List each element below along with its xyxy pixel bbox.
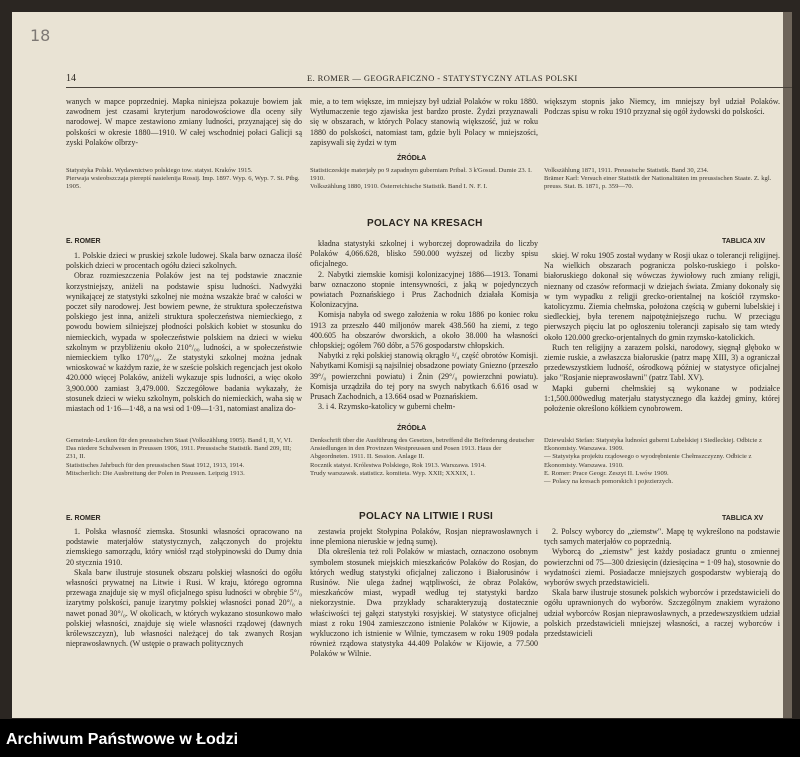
header-rule <box>66 87 792 88</box>
note-line: Mitscherlich: Die Ausbreitung der Polen in Preussen. Leipzig 1913. <box>66 469 245 477</box>
archive-banner <box>0 719 800 757</box>
section1-notes-1 <box>66 437 302 478</box>
note-line: Denkschrift über die Ausführung des Gesetzes, betreffend die Beförderung deutscher Ansiedlungen in den Provinzen Westpreussen und Posen 1913. Haus der Abgeordneten. 1911. II. Session. Anlage II. <box>310 437 535 461</box>
top-notes-1 <box>66 167 302 192</box>
note-line: Volkszählung 1871, 1911. Preussische Statistik. Band 30, 234. <box>544 167 709 174</box>
paragraph: zestawia projekt Stołypina Polaków, Rosjan nieprawosławnych i inne plemiona nieruskie w jedną sumę). <box>310 527 538 547</box>
pencil-archive-number: 18 <box>30 26 51 45</box>
note-line: Pierwaja wsieobszczaja pierepiś nasielenija Rossij. Imp. 1897. Wyp. 6, Wyp. 7. St. Ptbg. 1905. <box>66 175 300 191</box>
running-header: E. ROMER — GEOGRAFICZNO - STATYSTYCZNY ATLAS POLSKI <box>307 73 578 83</box>
section2-column-3 <box>544 527 780 639</box>
section1-source-label: ŹRÓDŁA <box>397 425 427 432</box>
section2-plate: TABLICA XV <box>722 515 764 522</box>
top-column-1: wanych w mapce poprzedniej. Mapka niniejsza pokazuje bowiem jak zawodnem jest czasami kryterjum narodowościowe dla oceny siły narodowej. W mapce zestawiono zmiany ludności, przyznającej się do polskości w okresie 1880—1910. W całej wschodniej połaci Galicji są zyski Polaków olbrzy- <box>66 97 302 147</box>
paragraph: 1. Polska własność ziemska. Stosunki własności opracowano na podstawie materjałów statystycznych, załączonych do projektu ziemskiego samorządu, który wniósł rząd stołypinowski do Dumy dnia 20 stycznia 1910. <box>66 527 302 567</box>
section1-column-2 <box>310 239 538 412</box>
note-line: Trudy warszawsk. statisticz. komiteta. Wyp. XXII; XXXIX, 1. <box>310 469 475 477</box>
paragraph: kładna statystyki szkolnej i wyborczej doprowadziła do liczby Polaków 4,066.628, blisko 590.000 wyższej od liczby spisu oficjalnego. <box>310 239 538 269</box>
page-edge-shadow <box>783 12 792 718</box>
document-page <box>12 12 792 718</box>
section1-plate: TABLICA XIV <box>722 238 766 245</box>
note-line: Statistisches Jahrbuch für den preussischen Staat 1912, 1913, 1914. <box>66 461 245 469</box>
section1-notes-2 <box>310 437 538 478</box>
note-line: Statisticzeskije materjały po 9 zapadnym guberniam Pribał. 3 k'Gosud. Dumie 23. I. 1910. <box>310 167 532 183</box>
paragraph: Ruch ten religijny a zarazem polski, narodowy, sięgnął głęboko w ziemie ruskie, a zwłaszcza białoruskie (patrz mapę XIII, 3) a ograniczał przedewszystkiem ludność, ośrodkową później w statystyce oficjalnej jako "Rosjanie nieprawosławni" (patrz Tabl. XV). <box>544 342 780 383</box>
paragraph: Nabytki z ręki polskiej stanowią okrągło ¹/₄ część obrotów Komisji. Nabytkami Komisji są najsilniej obsadzone powiaty Gniezno (przeszło 39°/₀ powierzchni powiatu) i Żnin (29°/₀ powierzchni powiatu). Komisja urządziła do tej pory na swych nabytkach 6.616 osad w Prusach Zachodnich, a 13.664 osad w Poznańskiem. <box>310 351 538 402</box>
top-source-label: ŹRÓDŁA <box>397 155 427 162</box>
note-line: E. Romer: Prace Geogr. Zeszyt II. Lwów 1909. <box>544 469 669 477</box>
top-notes-3 <box>544 167 780 192</box>
note-line: Statystyka Polski. Wydawnictwo polskiego tow. statyst. Kraków 1915. <box>66 167 253 174</box>
paragraph: 3. i 4. Rzymsko-katolicy w guberni chełm- <box>318 402 456 412</box>
note-line: — Polacy na kresach pomorskich i pojezierzych. <box>544 478 674 486</box>
paragraph: Mapki guberni chełmskiej są wykonane w podziałce 1:1,500.000według materjału statystycznego dla każdej gminy, której położenie określono kółkiem cynobrowem. <box>544 383 780 414</box>
paragraph: Komisja nabyła od swego założenia w roku 1886 po koniec roku 1913 za przeszło 440 miljonów marek 438.560 ha ziemi, z tego 400.605 ha obszarów dworskich, a około 38.000 ha własności chłopskiej; ogółem 760 dóbr, a 576 gospodarstw chłopskich. <box>310 310 538 351</box>
paragraph: 2. Nabytki ziemskie komisji kolonizacyjnej 1886—1913. Tonami barw oznaczono stopnie intensywności, z jaką w pojedynczych powiatach Poznańskiego i Prus Zachodnich działała Komisja Kolonizacyjna. <box>310 269 538 310</box>
top-column-3: większym stopnis jako Niemcy, im mniejszy był udział Polaków. Podczas spisu w roku 1910 przyznał się ogół żydowski do polskości. <box>544 97 780 117</box>
note-line: Dziewulski Stefan: Statystyka ludności guberni Lubelskiej i Siedleckiej. Odbicie z Ekonomisty. Warszawa. 1909. <box>544 437 762 453</box>
paragraph: skiej. W roku 1905 został wydany w Rosji ukaz o tolerancji religijnej. Na wielkich obszarach pogranicza polsko-ruskiego i polsko-białoruskiego dokonał się wówczas żywiołowy ruch zmiany religji, nieznany od czasów reformacji w dziejach świata. Zmiany dokonały się w tym wypadku z religji grecko-orientalnej na kościół rzymsko-katolicyzmu. Ziemia chełmska, położona częścią w guberni lubelskiej i siedleckiej, była terenem najpotężniejszego ruchu. W przeciągu pierwszych pięciu lat po ogłoszeniu tolerancji zapisało się tam wtedy około 120.000 grecko-orjentalnych do gmin rzymsko-katolickich. <box>544 251 780 342</box>
paragraph: Skala barw ilustruje stosunek polskich wyborców i przedstawicieli do ogółu uprawnionych do wyborów. Szczególnym znakiem wyrażono udział wyborców Rosjan nieprawosławnych, a przedewszystkiem udział polskich przedstawicieli mniejszej własności, a raczej wyborców i przedstawicieli <box>544 588 780 639</box>
archive-banner-text: Archiwum Państwowe w Łodzi <box>6 731 239 748</box>
section2-column-1 <box>66 527 302 649</box>
section1-column-1 <box>66 251 302 414</box>
section1-title: POLACY NA KRESACH <box>367 218 483 229</box>
section1-author: E. ROMER <box>66 238 101 245</box>
note-line: Volkszählung 1880, 1910. Österreichische Statistik. Band I. N. F. I. <box>310 183 488 191</box>
note-line: Rocznik statyst. Królestwa Polskiego, Rok 1913. Warszawa. 1914. <box>310 461 486 469</box>
top-notes-2 <box>310 167 538 192</box>
paragraph: 1. Polskie dzieci w pruskiej szkole ludowej. Skala barw oznacza ilość polskich dzieci w procentach ogółu dzieci szkolnych. <box>66 251 302 271</box>
section2-column-2 <box>310 527 538 660</box>
paragraph: Obraz rozmieszczenia Polaków jest na tej podstawie znacznie korzystniejszy, aniżeli na podstawie spisu ludności. Nadwyżki wynikającej ze statystyki szkolnej nie można wszakże brać w całości w poczet siły narodowej. Jest bowiem pewne, że struktura społeczeństwa polskiego jest inna, aniżeli struktura społeczeństwa niemieckiego, z powodu bowiem silniejszej płodności polskich kobiet w stosunku do niemieckich, wypada w społeczeństwie polskiem na dzieci w wieku szkolnym w przybliżeniu około 210°/₀₀ ludności, a w społeczeństwie niemieckiem tylko 170°/₀₀. Ze statystyki szkolnej można jednak wnioskować w każdym razie, że w szeście polskich regencjach jest około 420.000 więcej Polaków, aniżeli wykazuje spis ludności, a więc około 3,900.000 zamiast 3,479.000. Szczegółowe badania wykazały, że stosunek dzieci w wieku szkolnym, polskich do niemieckich, waha się w miastach od 1·16—1·48, a na wsi od 1·09—1·31, natomiast analiza do- <box>66 271 302 414</box>
note-line: Das niedere Schulwesen in Preussen 1906, 1911. Preussische Statistik. Band 209, III; 231, II. <box>66 445 292 461</box>
section1-column-3 <box>544 251 780 414</box>
section2-author: E. ROMER <box>66 515 101 522</box>
note-line: Gemeinde-Lexikon für den preussischen Staat (Volkszählung 1905). Band I, II, V, VI. <box>66 437 293 444</box>
paragraph: Dla określenia też roli Polaków w miastach, oznaczono osobnym symbolem stosunek miejskich mieszkańców Polaków do Rosjan, do których według statystyki oficjalnej zaliczono i Białorusinów i Rusinów. Nie ulega żadnej wątpliwości, że obraz Polaków, mieszkańców miast, wypadł według tej statystyki bardzo niekorzystnie. Dwa przykłady scharakteryzują dostatecznie właściwości tej gałęzi statystyki rosyjskiej. W statystyce oficjalnej miast z roku 1904 zamieszczono istnienie Polaków w Kijowie, a wykluczono ich istnienie w Wilnie, tymczasem w roku 1909 podała również rządowa statystyka 44.409 Polaków w Kijowie, a 77.500 Polaków w Wilnie. <box>310 547 538 659</box>
note-line: Brämer Karl: Versuch einer Statistik der Nationalitäten im preussischen Staate. Z. kgl. preuss. Stat. B. 1871, p. 359—70. <box>544 175 772 191</box>
paragraph: Wyborcą do „ziemstw" jest każdy posiadacz gruntu o zmiennej powierzchni od 75—300 dziesięcin (dziesięcina = 1·09 ha), stosownie do wydatności ziemi. Posiadacze mniejszych gospodarstw wybierają do wyborów swych przedstawicieli. <box>544 547 780 588</box>
section1-notes-3 <box>544 437 780 486</box>
page-number: 14 <box>66 73 76 84</box>
top-column-2: mie, a to tem większe, im mniejszy był udział Polaków w roku 1880. Wytłumaczenie tego zjawiska jest bardzo proste. Żydzi przyznawali się w obszarach, w których Polacy stanowią większość, już w roku 1880 do polskości, natomiast tam, gdzie byli Polacy w mniejszości, zapisywali się żydzi w tym <box>310 97 538 147</box>
note-line: — Statystyka projektu rządowego o wyodrębnienie Chełmszczyzny. Odbicie z Ekonomisty. Warszawa. 1910. <box>544 453 752 469</box>
section2-title: POLACY NA LITWIE I RUSI <box>359 511 494 522</box>
paragraph: Skala barw ilustruje stosunek obszaru polskiej własności do ogółu własności prywatnej na Litwie i Rusi. W kraju, którego ogromna przewaga znajduje się w myśl oficjalnego spisu ludności w obrębie 5°/₀ izarytmy polskości, panuje izarytmy polskiej własności ponad 20°/₀ a nawet ponad 30°/₀. W okolicach, w których wykazano stosunkowo mało polskiej własności, znajduje się wiele własności rządowej (dawnych królewszczyzn), lub własności należącej do tak zwanych Rosjan nieprawosławnych. (W ustępie o prawach politycznych <box>66 567 302 649</box>
paragraph: 2. Polscy wyborcy do „ziemstw". Mapę tę wykreślono na podstawie tych samych materjałów co poprzednią. <box>544 527 780 547</box>
